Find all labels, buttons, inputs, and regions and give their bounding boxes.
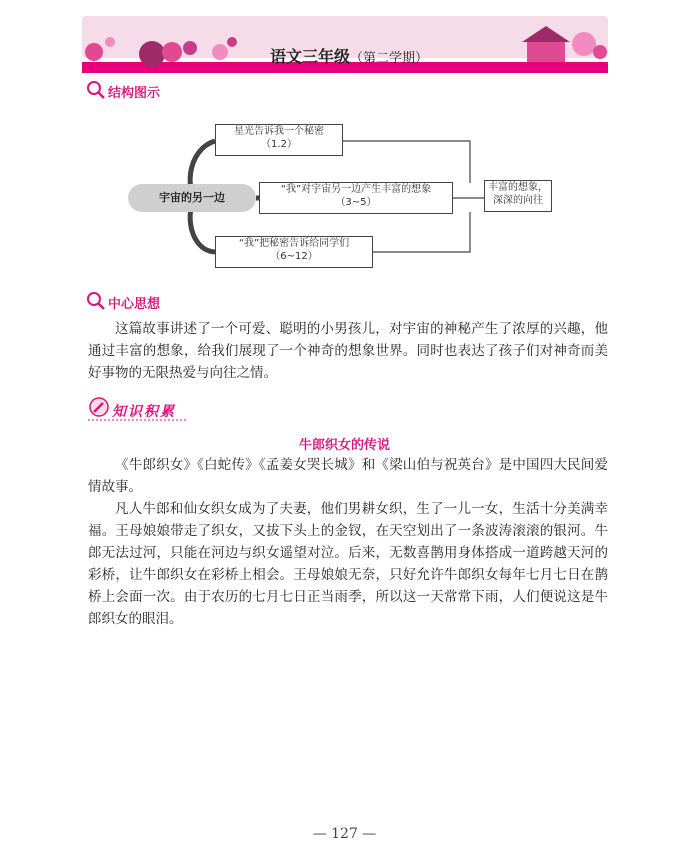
section-heading-structure: 结构图示 (108, 86, 161, 101)
section-underline (88, 418, 188, 422)
story-title: 牛郎织女的传说 (298, 438, 390, 453)
magnifier-icon (86, 291, 106, 311)
diagram-branch-1: 星光告诉我一个秘密 （1.2） (215, 124, 343, 156)
page-number: — 127 — (312, 826, 377, 842)
story-paragraph: 《牛郎织女》《白蛇传》《孟姜女哭长城》和《梁山伯与祝英台》是中国四大民间爱情故事。 (88, 457, 608, 495)
story-paragraph: 凡人牛郎和仙女织女成为了夫妻，他们男耕女织，生了一儿一女，生活十分美满幸福。王母娘娘带走了织女，又拔下头上的金钗，在天空划出了一条波涛滚滚的银河。牛郎无法过河，只能在河边与织女遥望对泣。后来，无数喜鹊用身体搭成一道跨越天河的彩桥，让牛郎织女在彩桥上相会。王母娘娘无奈，只好允许牛郎织女每年七月七日在鹊桥上会面一次。由于农历的七月七日正当雨季，所以这一天常常下雨，人们便说这是牛郎织女的眼泪。 (88, 501, 608, 627)
central-idea-paragraph: 这篇故事讲述了一个可爱、聪明的小男孩儿，对宇宙的神秘产生了浓厚的兴趣，他通过丰富的想象，给我们展现了一个神奇的想象世界。同时也表达了孩子们对神奇而美好事物的无限热爱与向往之情。 (88, 321, 608, 381)
diagram-root-node: 宇宙的另一边 (128, 184, 256, 212)
section-heading-knowledge: 知识积累 (112, 404, 176, 420)
story-body (88, 454, 608, 630)
connector-right-top (342, 141, 470, 183)
connector-right-bottom (372, 212, 470, 252)
section-heading-central-idea: 中心思想 (108, 297, 161, 312)
diagram-result: 丰富的想象， 深深的向往 (484, 180, 552, 212)
header-title: 语文三年级（第二学期） (270, 47, 429, 66)
diagram-branch-3: “我”把秘密告诉给同学们 （6~12） (215, 236, 373, 268)
diagram-branch-2: “我”对宇宙另一边产生丰富的想象 （3~5） (259, 182, 453, 214)
pencil-badge-icon (88, 396, 110, 418)
